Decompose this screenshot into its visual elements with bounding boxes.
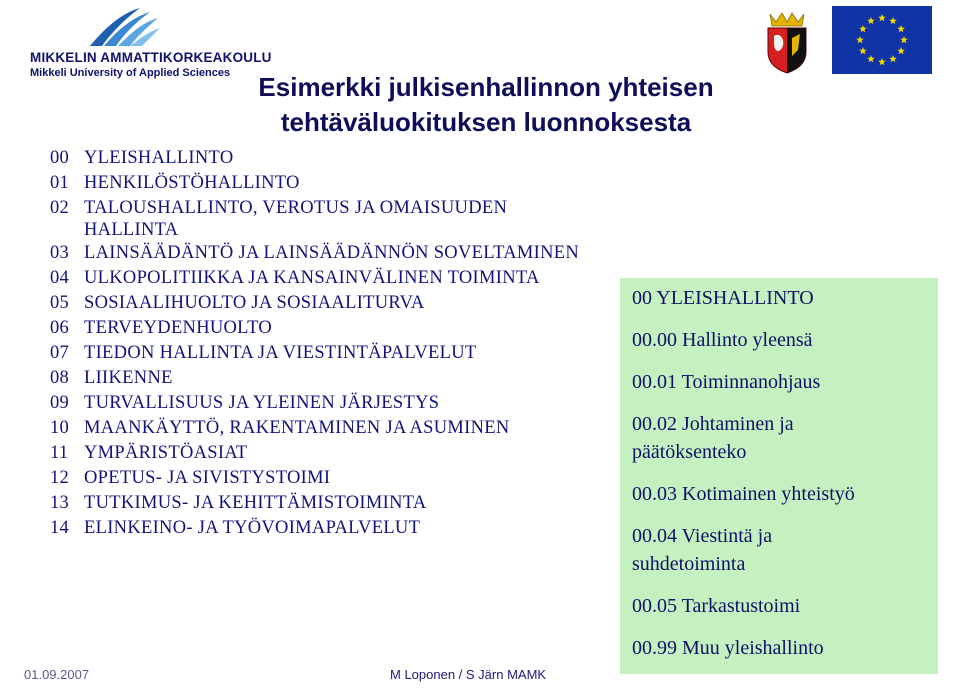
list-item xyxy=(50,241,604,266)
item-name: TIEDON HALLINTA JA VIESTINTÄPALVELUT xyxy=(84,343,477,363)
item-code: 13 xyxy=(50,493,70,513)
list-item xyxy=(50,441,604,466)
eu-flag-icon xyxy=(832,6,932,74)
detail-item: 00.00 Hallinto yleensä xyxy=(632,329,813,351)
item-code: 08 xyxy=(50,368,70,388)
slide-title xyxy=(226,70,746,140)
item-code: 01 xyxy=(50,173,70,193)
detail-item: 00.05 Tarkastustoimi xyxy=(632,595,801,617)
list-item xyxy=(50,416,604,441)
detail-box xyxy=(620,278,938,674)
footer-author: M Loponen / S Järn MAMK xyxy=(390,667,547,682)
item-name: ULKOPOLITIIKKA JA KANSAINVÄLINEN TOIMINTA xyxy=(84,268,540,288)
item-name: TERVEYDENHUOLTO xyxy=(84,318,273,338)
logo-subtitle: Mikkeli University of Applied Sciences xyxy=(30,67,231,79)
detail-item: 00.03 Kotimainen yhteistyö xyxy=(632,483,855,505)
detail-item: 00.99 Muu yleishallinto xyxy=(632,637,824,659)
classification-list xyxy=(50,146,604,541)
detail-item: 00.01 Toiminnanohjaus xyxy=(632,371,821,393)
list-item xyxy=(50,491,604,516)
list-item xyxy=(50,196,604,241)
university-logo xyxy=(30,4,272,86)
item-code: 10 xyxy=(50,418,70,438)
detail-box-title: 00 YLEISHALLINTO xyxy=(632,287,814,309)
item-code: 00 xyxy=(50,148,70,168)
list-item xyxy=(50,366,604,391)
list-item xyxy=(50,291,604,316)
item-name: TURVALLISUUS JA YLEINEN JÄRJESTYS xyxy=(84,393,440,413)
item-code: 05 xyxy=(50,293,70,313)
list-item xyxy=(50,316,604,341)
item-name: LIIKENNE xyxy=(84,368,173,388)
list-item xyxy=(50,266,604,291)
title-line-2: tehtäväluokituksen luonnoksesta xyxy=(280,107,692,137)
item-name: MAANKÄYTTÖ, RAKENTAMINEN JA ASUMINEN xyxy=(84,418,510,438)
list-item xyxy=(50,341,604,366)
coat-of-arms-icon xyxy=(762,10,812,74)
list-item xyxy=(50,146,604,171)
item-name: LAINSÄÄDÄNTÖ JA LAINSÄÄDÄNNÖN SOVELTAMINEN xyxy=(84,243,580,263)
item-name: YLEISHALLINTO xyxy=(84,148,234,168)
detail-item: 00.04 Viestintä ja suhdetoiminta xyxy=(632,525,773,575)
item-name: TALOUSHALLINTO, VEROTUS JA OMAISUUDEN HALLINTA xyxy=(84,198,508,240)
item-code: 07 xyxy=(50,343,70,363)
item-name: YMPÄRISTÖASIAT xyxy=(84,443,248,463)
title-line-1: Esimerkki julkisenhallinnon yhteisen xyxy=(258,72,714,102)
logo-name: MIKKELIN AMMATTIKORKEAKOULU xyxy=(30,50,272,65)
item-code: 04 xyxy=(50,268,70,288)
item-name: SOSIAALIHUOLTO JA SOSIAALITURVA xyxy=(84,293,425,313)
item-code: 11 xyxy=(50,443,69,463)
university-logo-icon xyxy=(30,4,220,50)
list-item xyxy=(50,516,604,541)
item-code: 12 xyxy=(50,468,70,488)
detail-item: 00.02 Johtaminen ja päätöksenteko xyxy=(632,413,794,463)
list-item xyxy=(50,466,604,491)
list-item xyxy=(50,171,604,196)
item-code: 06 xyxy=(50,318,70,338)
item-name: HENKILÖSTÖHALLINTO xyxy=(84,173,300,193)
list-item xyxy=(50,391,604,416)
item-code: 03 xyxy=(50,243,70,263)
item-code: 02 xyxy=(50,198,70,218)
item-name: ELINKEINO- JA TYÖVOIMAPALVELUT xyxy=(84,518,421,538)
item-name: TUTKIMUS- JA KEHITTÄMISTOIMINTA xyxy=(84,493,427,513)
item-code: 09 xyxy=(50,393,70,413)
item-name: OPETUS- JA SIVISTYSTOIMI xyxy=(84,468,331,488)
footer-date: 01.09.2007 xyxy=(24,667,90,682)
item-code: 14 xyxy=(50,518,70,538)
